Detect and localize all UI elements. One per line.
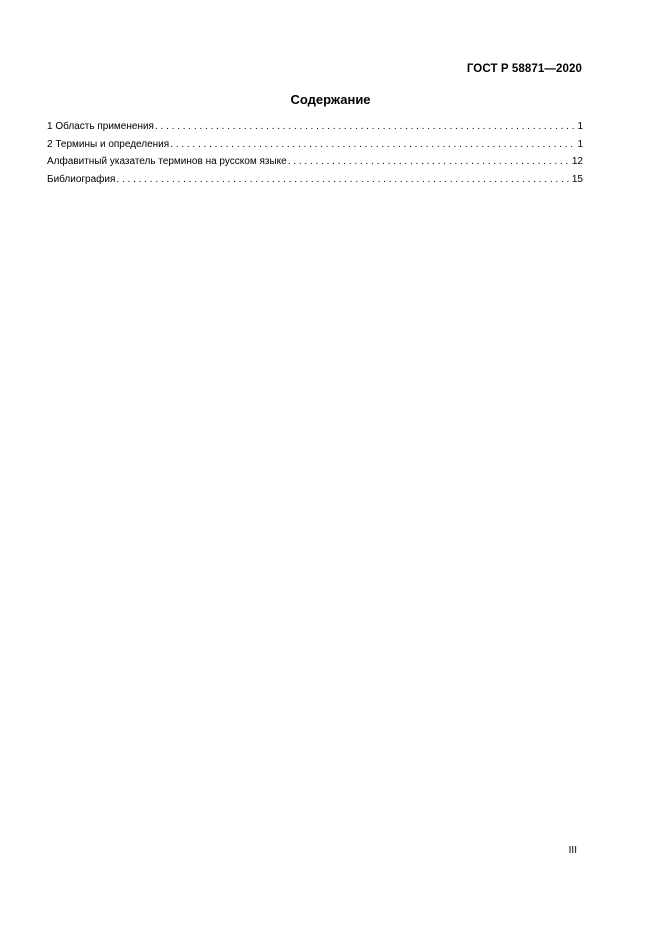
toc-item-label: 1 Область применения [47, 121, 154, 132]
toc-item-bibliography[interactable] [47, 174, 583, 192]
toc-leader-dots [170, 139, 576, 151]
toc-item-page: 1 [577, 138, 583, 150]
toc-item-terms[interactable] [47, 139, 583, 157]
toc-item-label: Библиография [47, 174, 116, 186]
toc-leader-dots [288, 156, 571, 168]
toc-leader-dots [116, 174, 570, 186]
toc-item-index[interactable] [47, 156, 583, 174]
toc-item-page: 12 [571, 156, 583, 168]
document-code: ГОСТ Р 58871—2020 [466, 63, 582, 75]
table-of-contents [47, 121, 583, 192]
toc-title: Содержание [290, 92, 371, 107]
toc-item-scope[interactable] [47, 121, 583, 139]
page-number: III [568, 845, 577, 856]
toc-leader-dots [155, 121, 576, 133]
toc-item-page: 1 [577, 121, 583, 132]
toc-item-label: Алфавитный указатель терминов на русском языке [47, 156, 287, 168]
toc-item-page: 15 [571, 174, 583, 186]
toc-item-label: 2 Термины и определения [47, 138, 170, 150]
